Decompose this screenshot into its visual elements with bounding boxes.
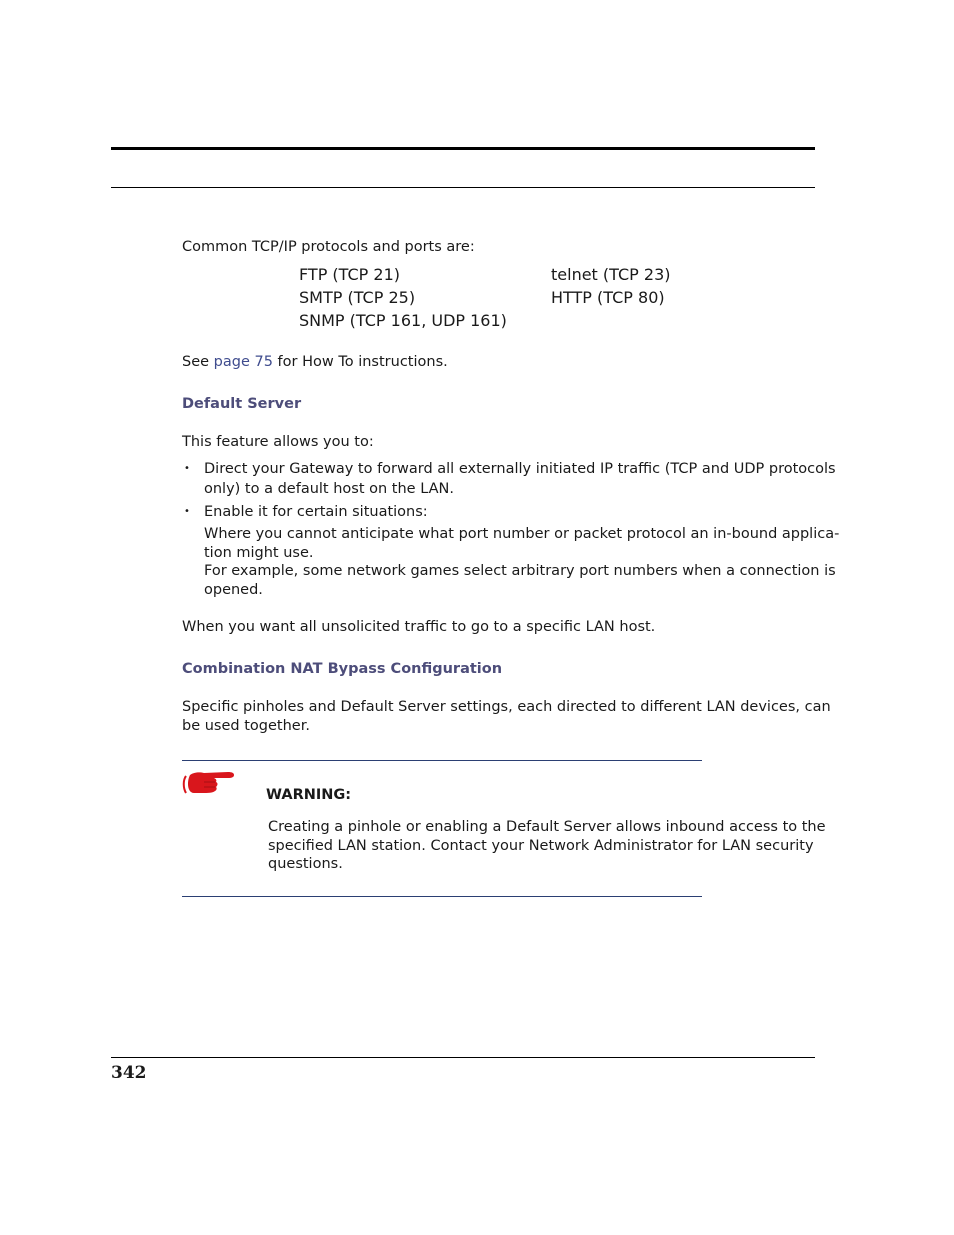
protocol-telnet: telnet (TCP 23) bbox=[551, 265, 671, 284]
pointing-hand-icon bbox=[182, 768, 236, 796]
page-link[interactable]: page 75 bbox=[213, 354, 273, 370]
bullet-1-line-1: Direct your Gateway to forward all externally initiated IP traffic (TCP and UDP protocols bbox=[204, 461, 836, 477]
protocol-smtp: SMTP (TCP 25) bbox=[299, 288, 416, 307]
warning-line-3: questions. bbox=[268, 856, 343, 872]
bullet-marker: • bbox=[184, 463, 190, 474]
protocol-ftp: FTP (TCP 21) bbox=[299, 265, 401, 284]
warning-bottom-rule bbox=[182, 896, 702, 897]
see-suffix: for How To instructions. bbox=[272, 354, 448, 370]
footer-rule bbox=[111, 1057, 815, 1058]
combination-heading: Combination NAT Bypass Configuration bbox=[182, 661, 503, 677]
combination-line-1: Specific pinholes and Default Server settings, each directed to different LAN devices, can bbox=[182, 699, 831, 715]
default-server-heading: Default Server bbox=[182, 396, 302, 412]
bullet-marker: • bbox=[184, 506, 190, 517]
header-rule-thin bbox=[111, 187, 815, 188]
header-rule-thick bbox=[111, 147, 815, 150]
see-line bbox=[182, 353, 448, 372]
see-prefix: See bbox=[182, 354, 214, 370]
warning-top-rule bbox=[182, 760, 702, 761]
protocols-intro: Common TCP/IP protocols and ports are: bbox=[182, 239, 475, 255]
warning-line-2: specified LAN station. Contact your Network Administrator for LAN security bbox=[268, 838, 814, 854]
warning-title: WARNING: bbox=[266, 787, 352, 803]
bullet-2-line-4: For example, some network games select arbitrary port numbers when a connection is bbox=[204, 563, 836, 579]
protocol-http: HTTP (TCP 80) bbox=[551, 288, 665, 307]
bullet-2-line-5: opened. bbox=[204, 582, 263, 598]
protocol-snmp: SNMP (TCP 161, UDP 161) bbox=[299, 311, 507, 330]
bullet-1-line-2: only) to a default host on the LAN. bbox=[204, 481, 454, 497]
bullet-2-line-1: Enable it for certain situations: bbox=[204, 504, 428, 520]
combination-line-2: be used together. bbox=[182, 718, 310, 734]
default-server-intro: This feature allows you to: bbox=[182, 434, 374, 450]
page-number: 342 bbox=[111, 1063, 147, 1083]
warning-line-1: Creating a pinhole or enabling a Default Server allows inbound access to the bbox=[268, 819, 826, 835]
bullet-2-line-3: tion might use. bbox=[204, 545, 314, 561]
default-server-closing: When you want all unsolicited traffic to go to a specific LAN host. bbox=[182, 619, 656, 635]
bullet-2-line-2: Where you cannot anticipate what port number or packet protocol an in-bound applica- bbox=[204, 526, 840, 542]
